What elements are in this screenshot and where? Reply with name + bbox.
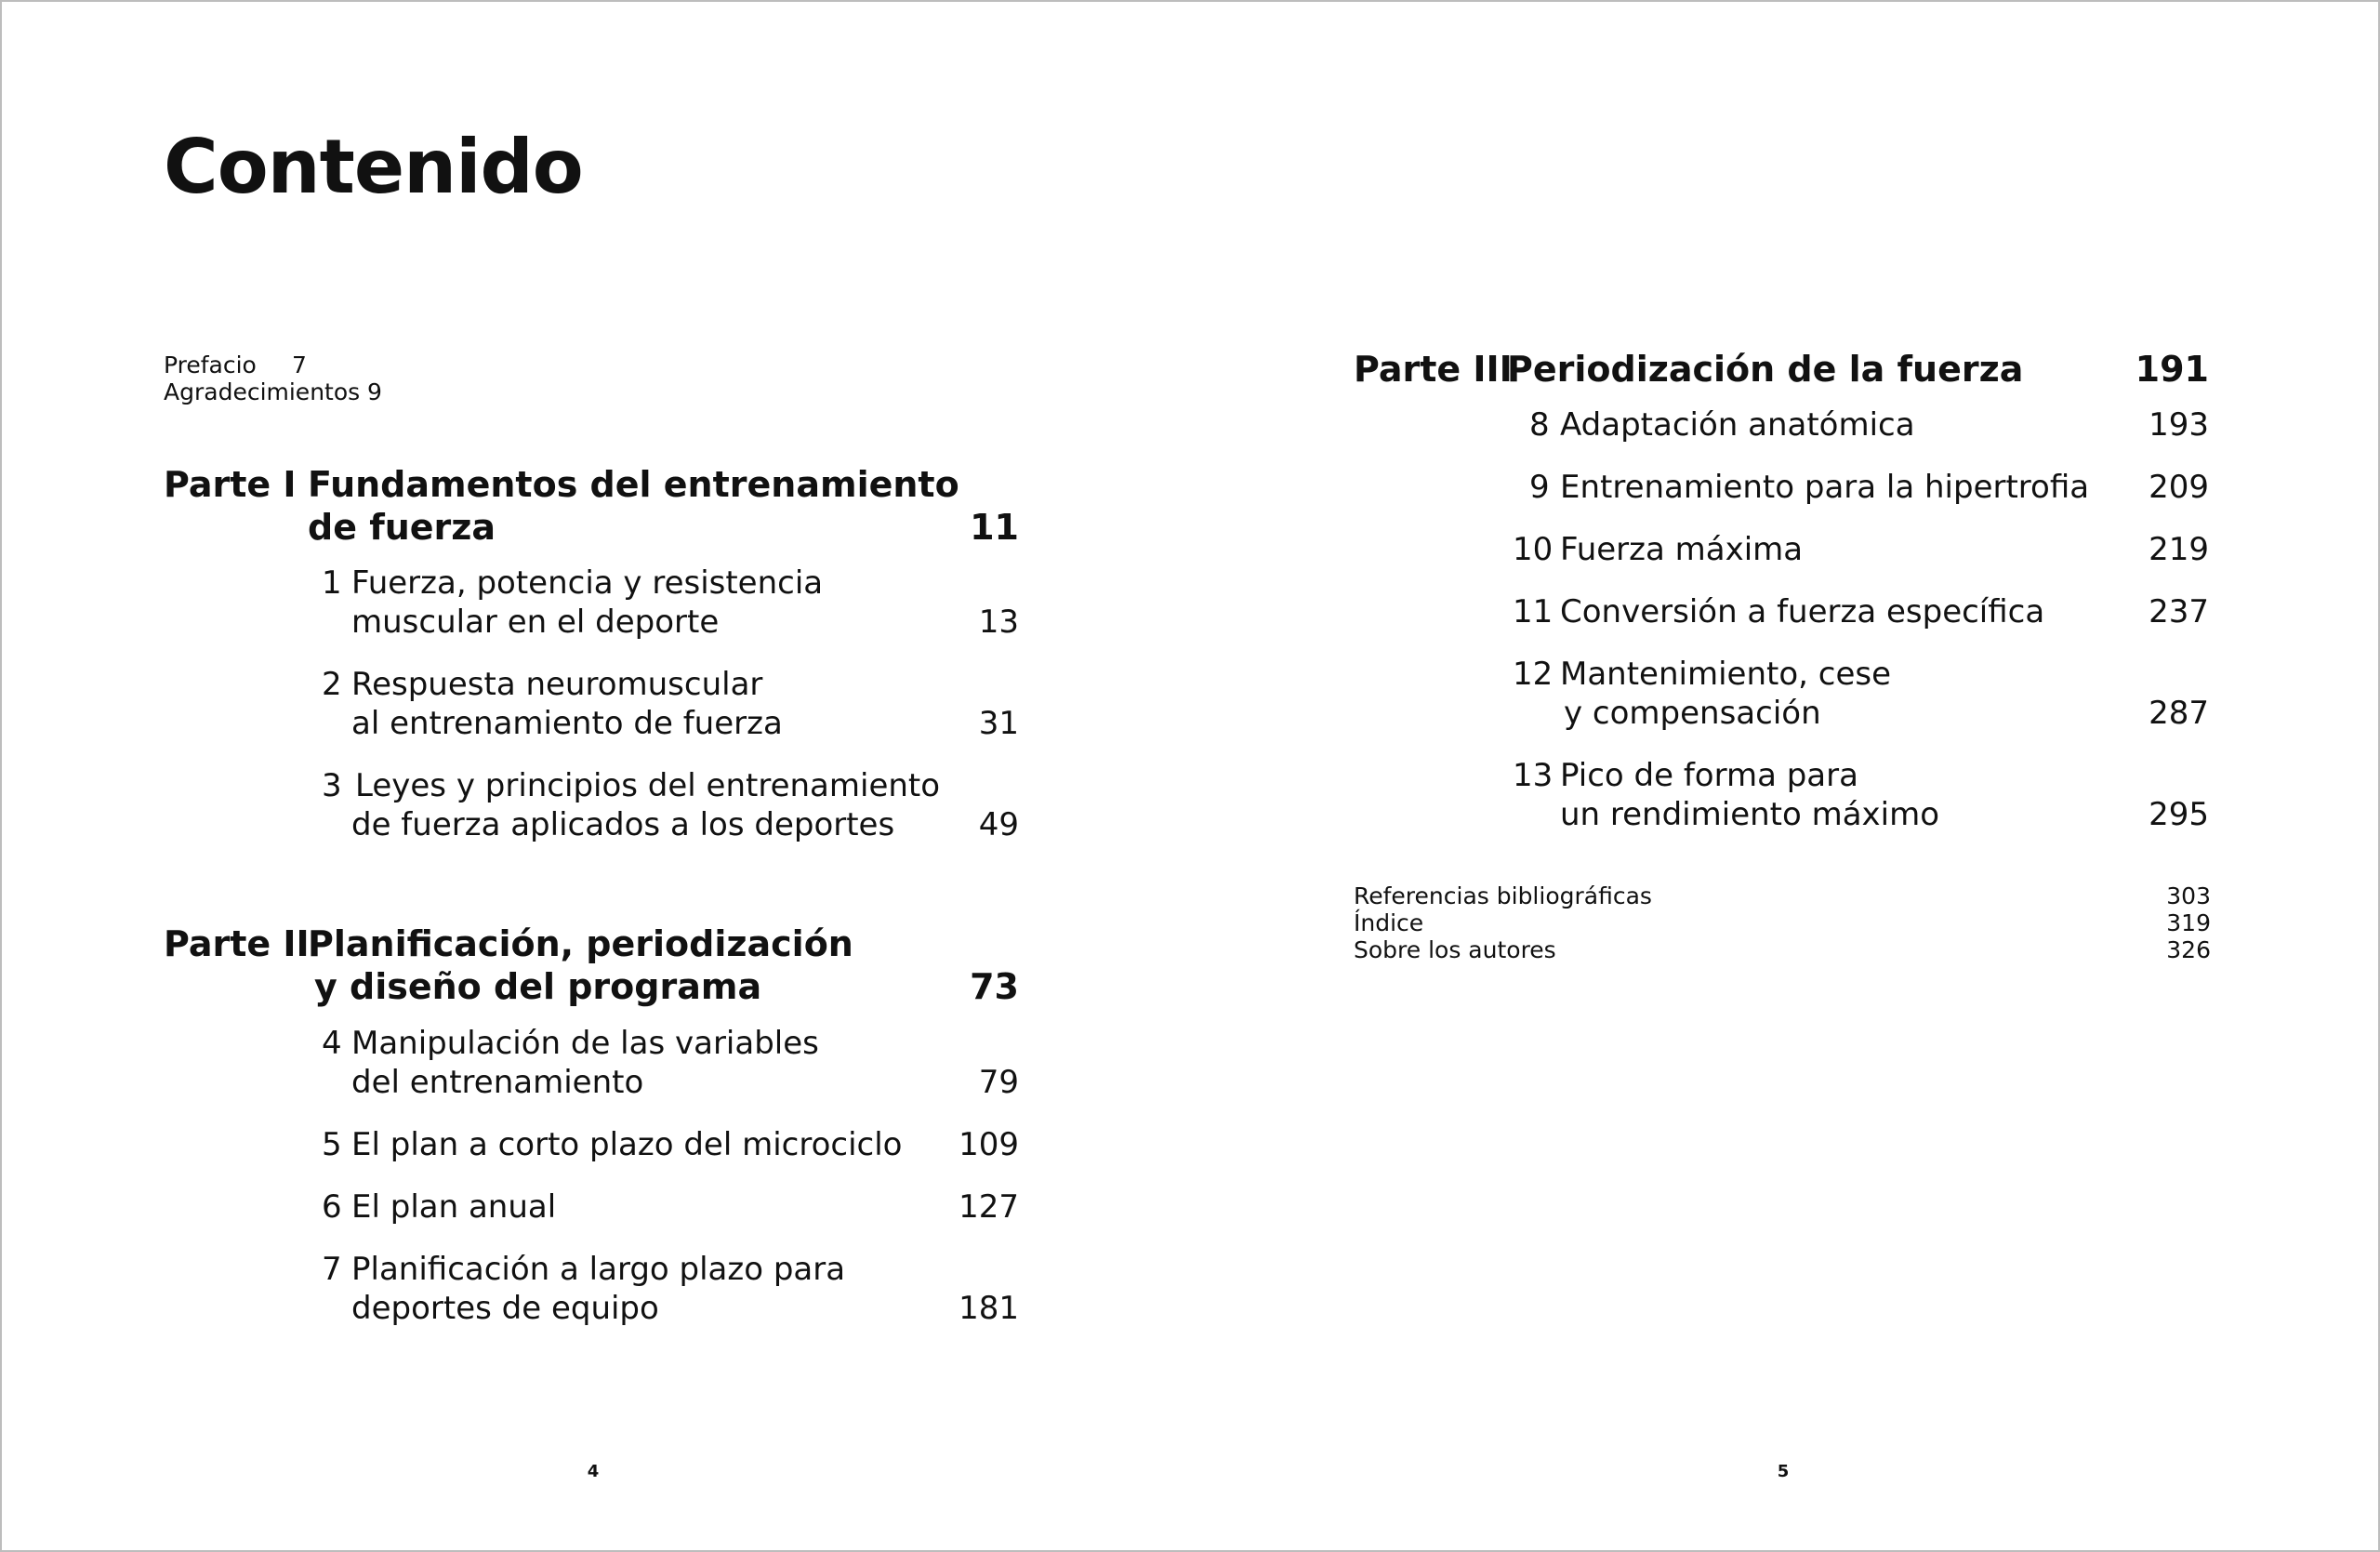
left-page-number: 4	[587, 1462, 600, 1481]
chapter-title-line: un rendimiento máximo	[1560, 796, 1940, 833]
front-matter-label: Agradecimientos	[164, 378, 361, 405]
chapter-page-number: 13	[978, 604, 1019, 641]
chapter-title-line: Respuesta neuromuscular	[351, 666, 763, 703]
chapter-number: 7	[322, 1251, 342, 1288]
chapter-number: 13	[1513, 757, 1554, 794]
chapter-number: 8	[1529, 406, 1550, 444]
chapter-page-number: 31	[978, 705, 1019, 742]
part-title-line: y diseño del programa	[314, 966, 762, 1007]
chapter-title-line: del entrenamiento	[351, 1064, 644, 1101]
chapter-page-number: 181	[959, 1290, 1019, 1327]
chapter-title-line: Entrenamiento para la hipertrofia	[1560, 469, 2090, 506]
part-title-line: Planificación, periodización	[308, 923, 853, 964]
chapter-page-number: 237	[2149, 593, 2209, 630]
part-label: Parte III	[1354, 349, 1513, 390]
part-page-number: 73	[970, 966, 1019, 1007]
chapter-title-line: El plan a corto plazo del microciclo	[351, 1126, 903, 1163]
chapter-title-line: Adaptación anatómica	[1560, 406, 1915, 444]
chapter-page-number: 287	[2149, 695, 2209, 732]
chapter-title-line: y compensación	[1564, 695, 1821, 732]
chapter-number: 11	[1513, 593, 1554, 630]
chapter-page-number: 295	[2149, 796, 2209, 833]
chapter-number: 1	[322, 564, 342, 602]
back-matter-page: 319	[2166, 909, 2211, 936]
front-matter-page: 7	[292, 352, 307, 378]
back-matter-label: Índice	[1354, 909, 1424, 936]
chapter-title-line: Fuerza, potencia y resistencia	[351, 564, 824, 602]
part-label: Parte II	[164, 923, 310, 964]
chapter-title-line: Planificación a largo plazo para	[351, 1251, 846, 1288]
chapter-page-number: 219	[2149, 531, 2209, 568]
back-matter-label: Sobre los autores	[1354, 936, 1556, 963]
chapter-title-line: Mantenimiento, cese	[1560, 656, 1891, 693]
part-title-line: Periodización de la fuerza	[1507, 349, 2024, 390]
front-matter-label: Prefacio	[164, 352, 257, 378]
front-matter-page: 9	[367, 378, 382, 405]
chapter-title-line: Fuerza máxima	[1560, 531, 1804, 568]
back-matter-page: 326	[2166, 936, 2211, 963]
chapter-page-number: 193	[2149, 406, 2209, 444]
part-label: Parte I	[164, 464, 297, 505]
chapter-title-line: Leyes y principios del entrenamiento	[355, 767, 941, 804]
chapter-number: 4	[322, 1025, 342, 1062]
chapter-page-number: 109	[959, 1126, 1019, 1163]
right-page-number: 5	[1777, 1462, 1790, 1481]
chapter-title-line: muscular en el deporte	[351, 604, 720, 641]
chapter-title-line: deportes de equipo	[351, 1290, 659, 1327]
back-matter-page: 303	[2166, 882, 2211, 909]
part-title-line: Fundamentos del entrenamiento	[308, 464, 959, 505]
chapter-title-line: El plan anual	[351, 1188, 557, 1226]
chapter-number: 6	[322, 1188, 342, 1226]
chapter-page-number: 49	[978, 806, 1019, 843]
chapter-number: 3	[322, 767, 342, 804]
chapter-title-line: Manipulación de las variables	[351, 1025, 819, 1062]
part-page-number: 191	[2135, 349, 2209, 390]
chapter-number: 12	[1513, 656, 1554, 693]
chapter-number: 2	[322, 666, 342, 703]
chapter-title-line: al entrenamiento de fuerza	[351, 705, 783, 742]
page-title: Contenido	[164, 124, 583, 210]
chapter-page-number: 127	[959, 1188, 1019, 1226]
chapter-number: 5	[322, 1126, 342, 1163]
chapter-number: 10	[1513, 531, 1554, 568]
chapter-page-number: 79	[978, 1064, 1019, 1101]
chapter-page-number: 209	[2149, 469, 2209, 506]
chapter-number: 9	[1529, 469, 1550, 506]
part-title-line: de fuerza	[308, 507, 496, 548]
back-matter-label: Referencias bibliográficas	[1354, 882, 1652, 909]
chapter-title-line: de fuerza aplicados a los deportes	[351, 806, 895, 843]
chapter-title-line: Pico de forma para	[1560, 757, 1858, 794]
part-page-number: 11	[970, 507, 1019, 548]
chapter-title-line: Conversión a fuerza específica	[1560, 593, 2045, 630]
